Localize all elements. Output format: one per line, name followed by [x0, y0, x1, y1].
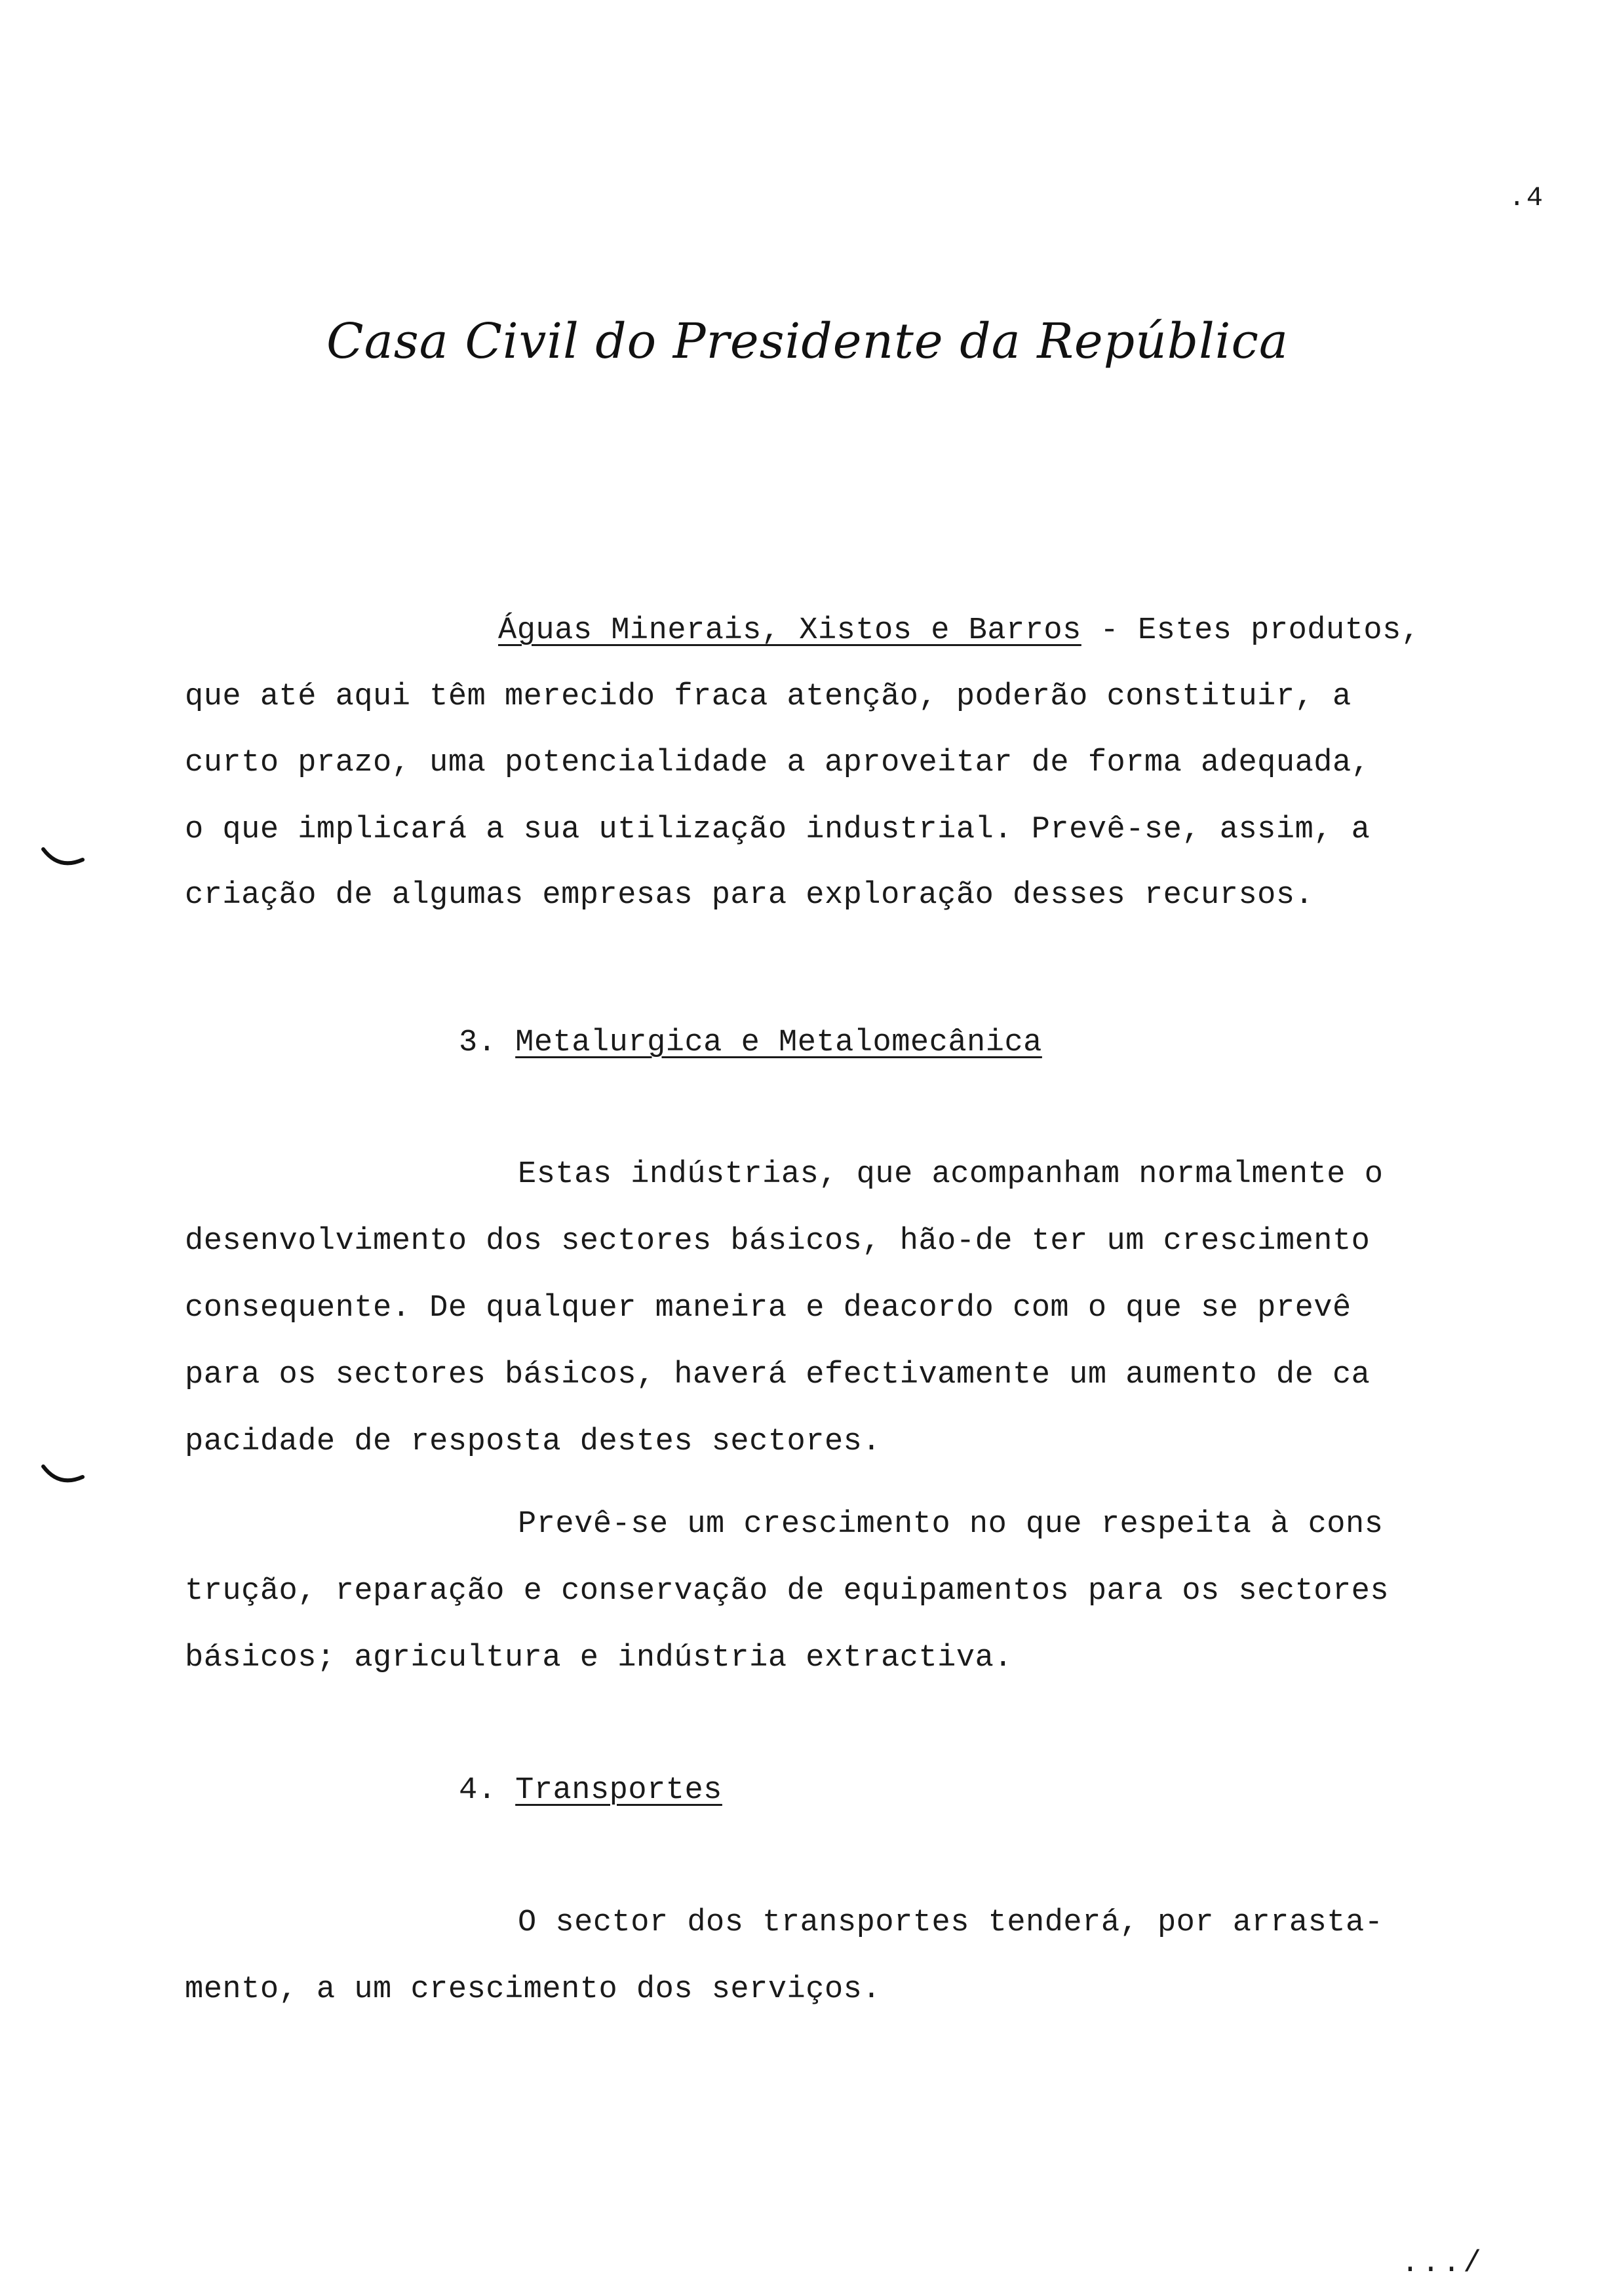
metallurgy-p2-line: Prevê-se um crescimento no que respeita à cons: [518, 1507, 1384, 1542]
minerals-first-line: [498, 613, 1420, 648]
minerals-line: que até aqui têm merecido fraca atenção, poderão constituir, a: [185, 679, 1352, 714]
minerals-line: criação de algumas empresas para exploração desses recursos.: [185, 878, 1314, 913]
binding-hole-mark: [41, 845, 87, 871]
minerals-heading: Águas Minerais, Xistos e Barros: [498, 613, 1081, 648]
minerals-line: o que implicará a sua utilização industrial. Prevê-se, assim, a: [185, 813, 1371, 847]
minerals-line: curto prazo, uma potencialidade a aproveitar de forma adequada,: [185, 746, 1371, 780]
metallurgy-heading-line: [459, 1025, 1042, 1060]
minerals-first-line-rest: - Estes produtos,: [1081, 613, 1420, 648]
metallurgy-p2-line: básicos; agricultura e indústria extractiva.: [185, 1641, 1013, 1675]
metallurgy-p2-line: trução, reparação e conservação de equipamentos para os sectores: [185, 1574, 1390, 1609]
metallurgy-p1-line: pacidade de resposta destes sectores.: [185, 1425, 882, 1459]
transport-line: O sector dos transportes tenderá, por arrasta-: [518, 1905, 1384, 1940]
transport-heading-line: [459, 1773, 722, 1808]
metallurgy-p1-line: desenvolvimento dos sectores básicos, hão-de ter um crescimento: [185, 1224, 1371, 1259]
page-number: .4: [1508, 182, 1544, 214]
binding-hole-mark: [41, 1463, 87, 1489]
metallurgy-p1-line: para os sectores básicos, haverá efectivamente um aumento de ca: [185, 1358, 1371, 1392]
continuation-mark: .../: [1401, 2246, 1484, 2280]
metallurgy-heading: Metalurgica e Metalomecânica: [515, 1025, 1042, 1060]
metallurgy-number: 3.: [459, 1025, 497, 1060]
transport-heading: Transportes: [515, 1773, 722, 1808]
letterhead: Casa Civil do Presidente da República: [326, 313, 1289, 370]
metallurgy-p1-line: Estas indústrias, que acompanham normalmente o: [518, 1157, 1384, 1192]
transport-line: mento, a um crescimento dos serviços.: [185, 1972, 882, 2007]
transport-number: 4.: [459, 1773, 497, 1808]
metallurgy-p1-line: consequente. De qualquer maneira e deacordo com o que se prevê: [185, 1291, 1352, 1326]
